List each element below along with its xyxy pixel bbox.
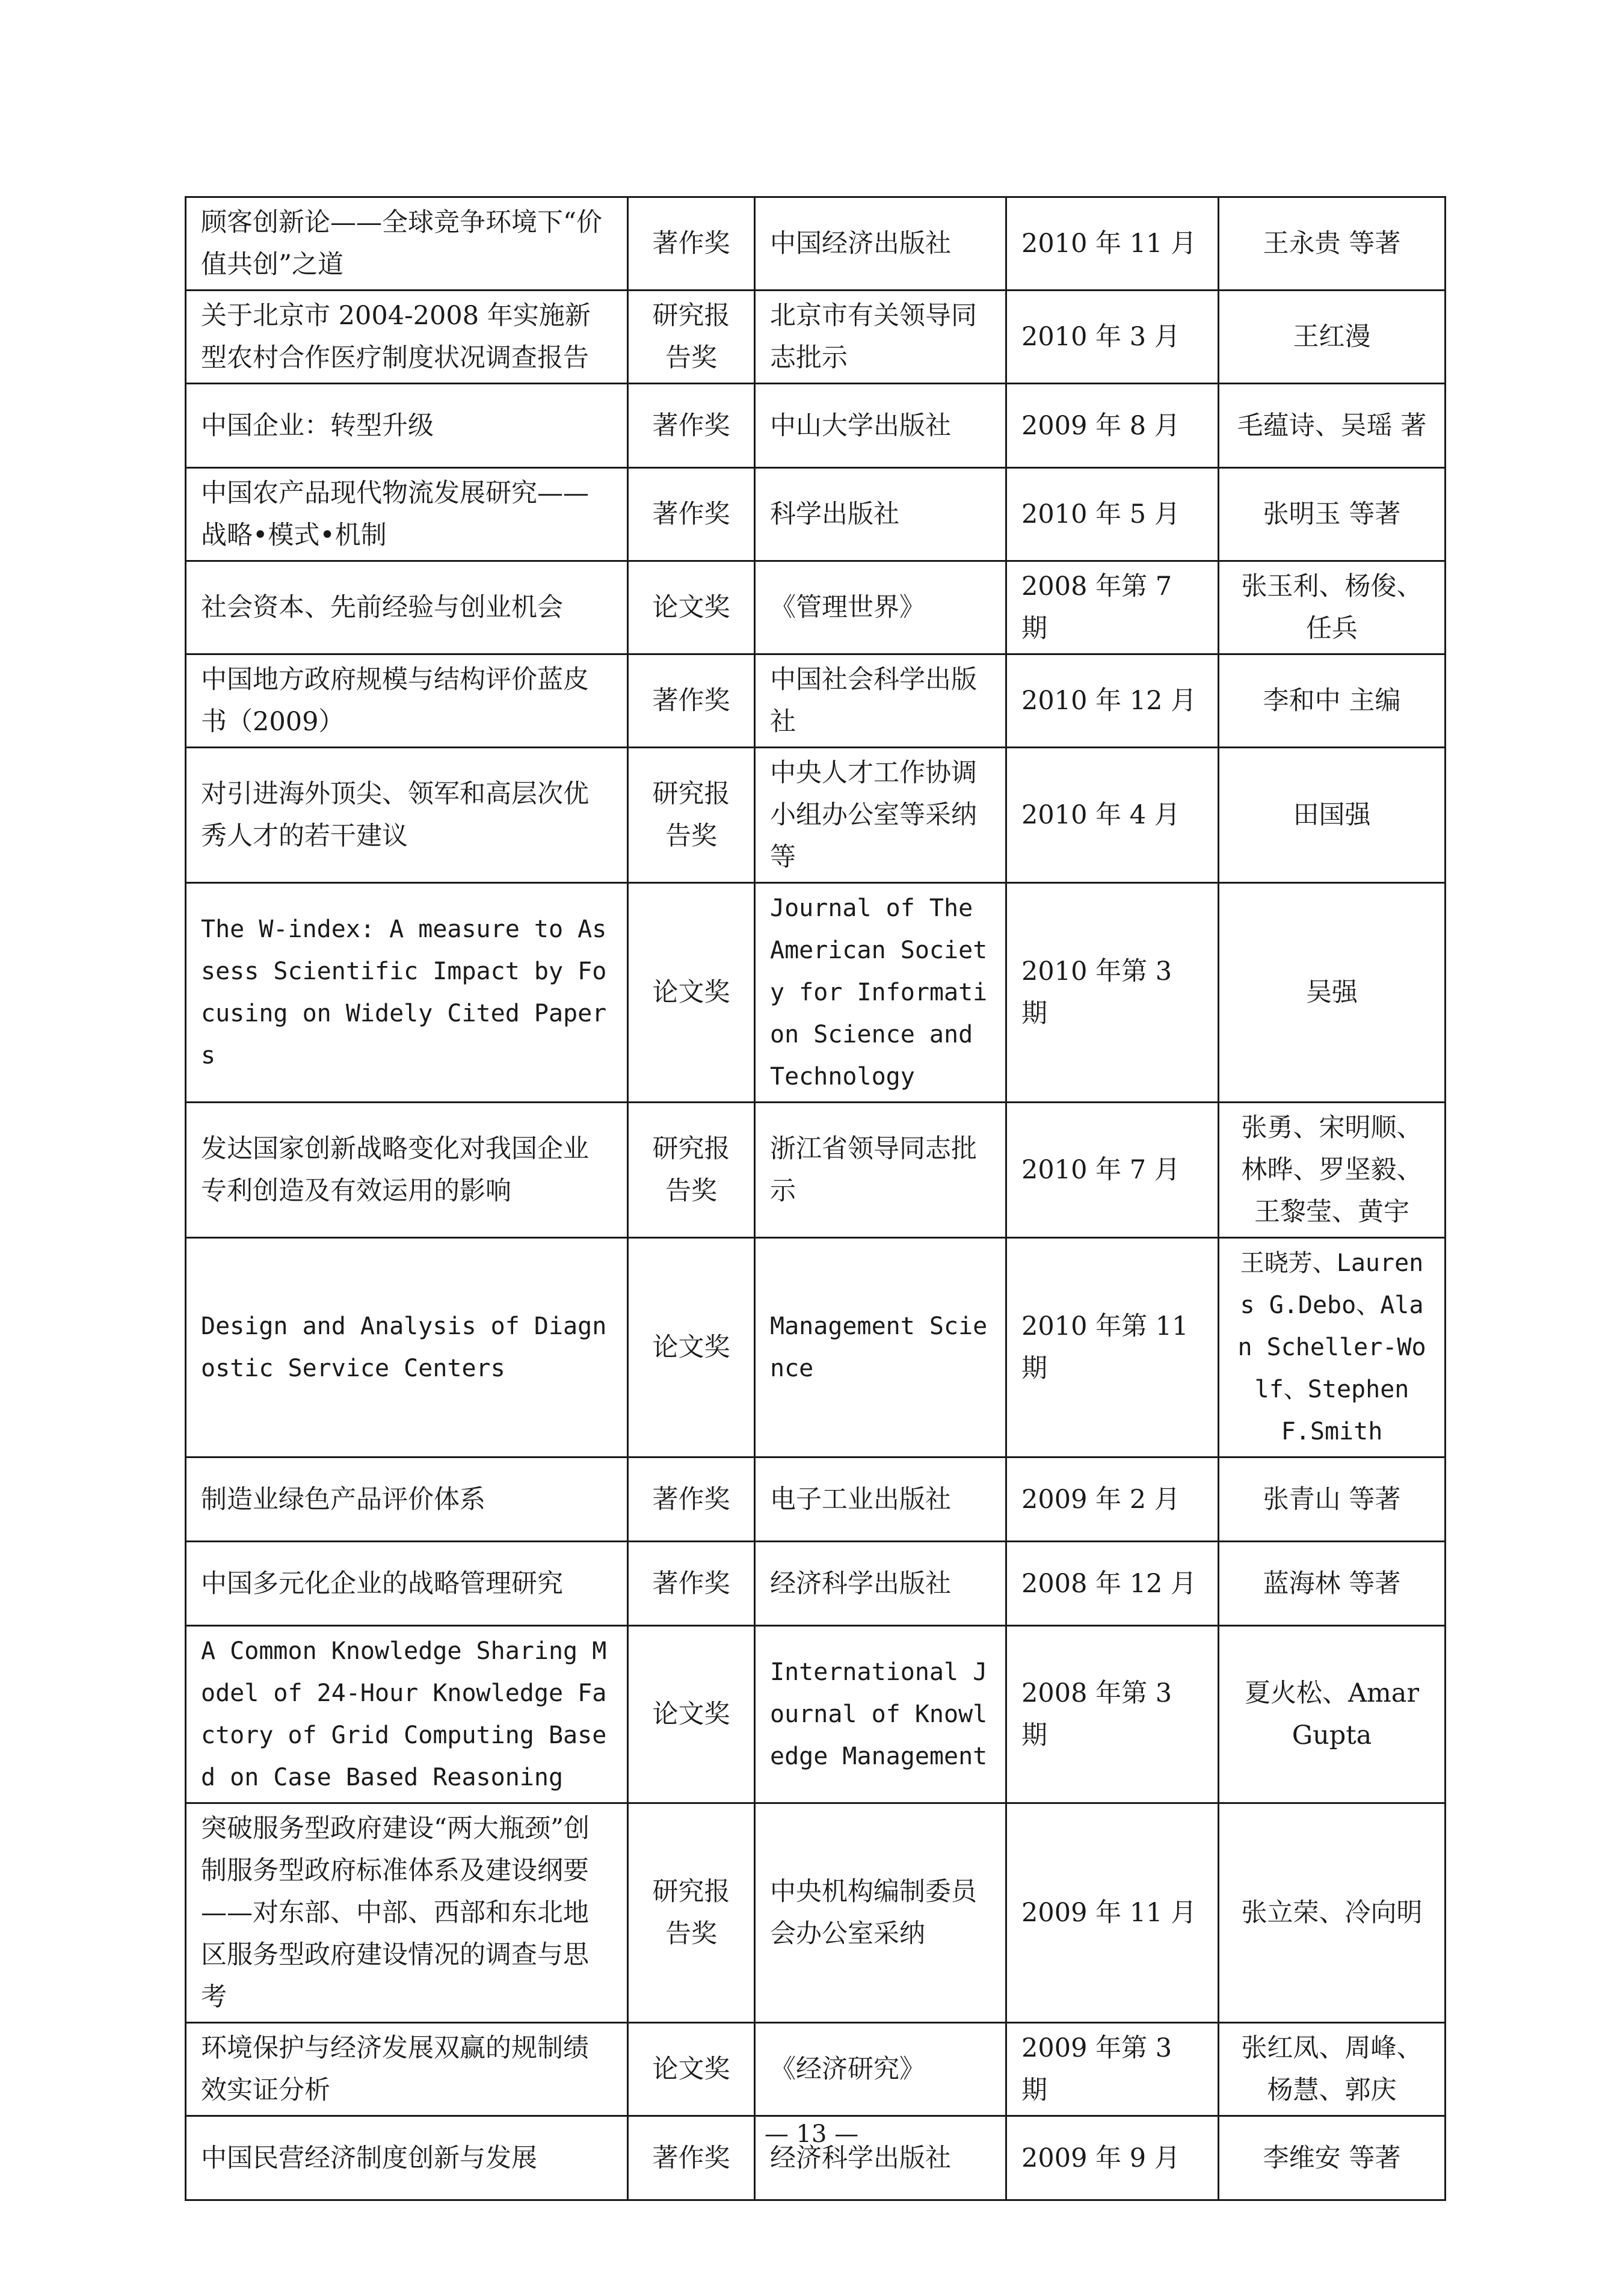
table-row (186, 1542, 1446, 1626)
work-title: 中国民营经济制度创新与发展 (186, 2116, 628, 2200)
publisher: International Journal of Knowledge Management (755, 1626, 1006, 1803)
table-row (186, 197, 1446, 291)
work-title: The W-index: A measure to Assess Scientific Impact by Focusing on Widely Cited Papers (186, 883, 628, 1103)
publish-date: 2008 年第 3 期 (1006, 1626, 1219, 1803)
publish-date: 2009 年第 3 期 (1006, 2023, 1219, 2116)
publish-date: 2010 年 12 月 (1006, 654, 1219, 748)
publish-date: 2010 年 11 月 (1006, 197, 1219, 291)
award-type: 研究报告奖 (628, 748, 755, 883)
work-title: 中国农产品现代物流发展研究——战略•模式•机制 (186, 468, 628, 561)
awards-table (185, 196, 1446, 2201)
table-row (186, 561, 1446, 654)
award-type: 著作奖 (628, 1457, 755, 1542)
award-type: 研究报告奖 (628, 1103, 755, 1238)
publish-date: 2010 年第 11 期 (1006, 1238, 1219, 1457)
work-title: A Common Knowledge Sharing Model of 24-Hour Knowledge Factory of Grid Computing Based on Case Based Reasoning (186, 1626, 628, 1803)
award-type: 研究报告奖 (628, 291, 755, 384)
work-title: 突破服务型政府建设“两大瓶颈”创制服务型政府标准体系及建设纲要——对东部、中部、西部和东北地区服务型政府建设情况的调查与思考 (186, 1803, 628, 2023)
authors: 蓝海林 等著 (1219, 1542, 1446, 1626)
authors: 王永贵 等著 (1219, 197, 1446, 291)
authors: 张明玉 等著 (1219, 468, 1446, 561)
publisher: 经济科学出版社 (755, 2116, 1006, 2200)
authors: 张青山 等著 (1219, 1457, 1446, 1542)
table-row (186, 654, 1446, 748)
table-row (186, 2023, 1446, 2116)
award-type: 著作奖 (628, 2116, 755, 2200)
table-row (186, 468, 1446, 561)
table-row (186, 1238, 1446, 1457)
table-row (186, 1103, 1446, 1238)
publish-date: 2010 年 4 月 (1006, 748, 1219, 883)
authors: 李维安 等著 (1219, 2116, 1446, 2200)
publisher: 中国社会科学出版社 (755, 654, 1006, 748)
publish-date: 2010 年 3 月 (1006, 291, 1219, 384)
award-type: 著作奖 (628, 468, 755, 561)
publish-date: 2010 年第 3 期 (1006, 883, 1219, 1103)
table-row (186, 1803, 1446, 2023)
table-row (186, 883, 1446, 1103)
work-title: 中国地方政府规模与结构评价蓝皮书（2009） (186, 654, 628, 748)
publish-date: 2009 年 9 月 (1006, 2116, 1219, 2200)
authors: 夏火松、Amar Gupta (1219, 1626, 1446, 1803)
award-type: 论文奖 (628, 883, 755, 1103)
publish-date: 2009 年 8 月 (1006, 384, 1219, 468)
work-title: 关于北京市 2004-2008 年实施新型农村合作医疗制度状况调查报告 (186, 291, 628, 384)
table-row (186, 384, 1446, 468)
publish-date: 2008 年第 7 期 (1006, 561, 1219, 654)
authors: 张勇、宋明顺、林晔、罗坚毅、王黎莹、黄宇 (1219, 1103, 1446, 1238)
publish-date: 2010 年 5 月 (1006, 468, 1219, 561)
publisher: 中山大学出版社 (755, 384, 1006, 468)
publisher: 经济科学出版社 (755, 1542, 1006, 1626)
publisher: 《经济研究》 (755, 2023, 1006, 2116)
work-title: 中国企业：转型升级 (186, 384, 628, 468)
work-title: 中国多元化企业的战略管理研究 (186, 1542, 628, 1626)
authors: 张玉利、杨俊、任兵 (1219, 561, 1446, 654)
work-title: 顾客创新论——全球竞争环境下“价值共创”之道 (186, 197, 628, 291)
table-row (186, 1457, 1446, 1542)
award-type: 著作奖 (628, 654, 755, 748)
work-title: 制造业绿色产品评价体系 (186, 1457, 628, 1542)
work-title: 社会资本、先前经验与创业机会 (186, 561, 628, 654)
publisher: 中国经济出版社 (755, 197, 1006, 291)
publisher: 中央人才工作协调小组办公室等采纳等 (755, 748, 1006, 883)
publish-date: 2009 年 2 月 (1006, 1457, 1219, 1542)
publisher: Journal of The American Society for Information Science and Technology (755, 883, 1006, 1103)
table-row (186, 291, 1446, 384)
table-row (186, 1626, 1446, 1803)
award-type: 论文奖 (628, 1238, 755, 1457)
award-type: 研究报告奖 (628, 1803, 755, 2023)
award-type: 著作奖 (628, 384, 755, 468)
authors: 王晓芳、Laurens G.Debo、Alan Scheller-Wolf、Stephen F.Smith (1219, 1238, 1446, 1457)
work-title: 环境保护与经济发展双赢的规制绩效实证分析 (186, 2023, 628, 2116)
work-title: Design and Analysis of Diagnostic Service Centers (186, 1238, 628, 1457)
award-type: 论文奖 (628, 561, 755, 654)
work-title: 对引进海外顶尖、领军和高层次优秀人才的若干建议 (186, 748, 628, 883)
publish-date: 2009 年 11 月 (1006, 1803, 1219, 2023)
authors: 毛蕴诗、吴瑶 著 (1219, 384, 1446, 468)
authors: 王红漫 (1219, 291, 1446, 384)
award-type: 论文奖 (628, 2023, 755, 2116)
publish-date: 2008 年 12 月 (1006, 1542, 1219, 1626)
page-number: — 13 — (764, 2120, 859, 2148)
award-type: 论文奖 (628, 1626, 755, 1803)
authors: 田国强 (1219, 748, 1446, 883)
work-title: 发达国家创新战略变化对我国企业专利创造及有效运用的影响 (186, 1103, 628, 1238)
publisher: 北京市有关领导同志批示 (755, 291, 1006, 384)
publisher: 浙江省领导同志批示 (755, 1103, 1006, 1238)
publisher: 科学出版社 (755, 468, 1006, 561)
authors: 张立荣、冷向明 (1219, 1803, 1446, 2023)
publisher: 《管理世界》 (755, 561, 1006, 654)
award-type: 著作奖 (628, 197, 755, 291)
authors: 李和中 主编 (1219, 654, 1446, 748)
publisher: 中央机构编制委员会办公室采纳 (755, 1803, 1006, 2023)
award-type: 著作奖 (628, 1542, 755, 1626)
authors: 吴强 (1219, 883, 1446, 1103)
publisher: Management Science (755, 1238, 1006, 1457)
table-row (186, 748, 1446, 883)
publish-date: 2010 年 7 月 (1006, 1103, 1219, 1238)
authors: 张红凤、周峰、杨慧、郭庆 (1219, 2023, 1446, 2116)
publisher: 电子工业出版社 (755, 1457, 1006, 1542)
